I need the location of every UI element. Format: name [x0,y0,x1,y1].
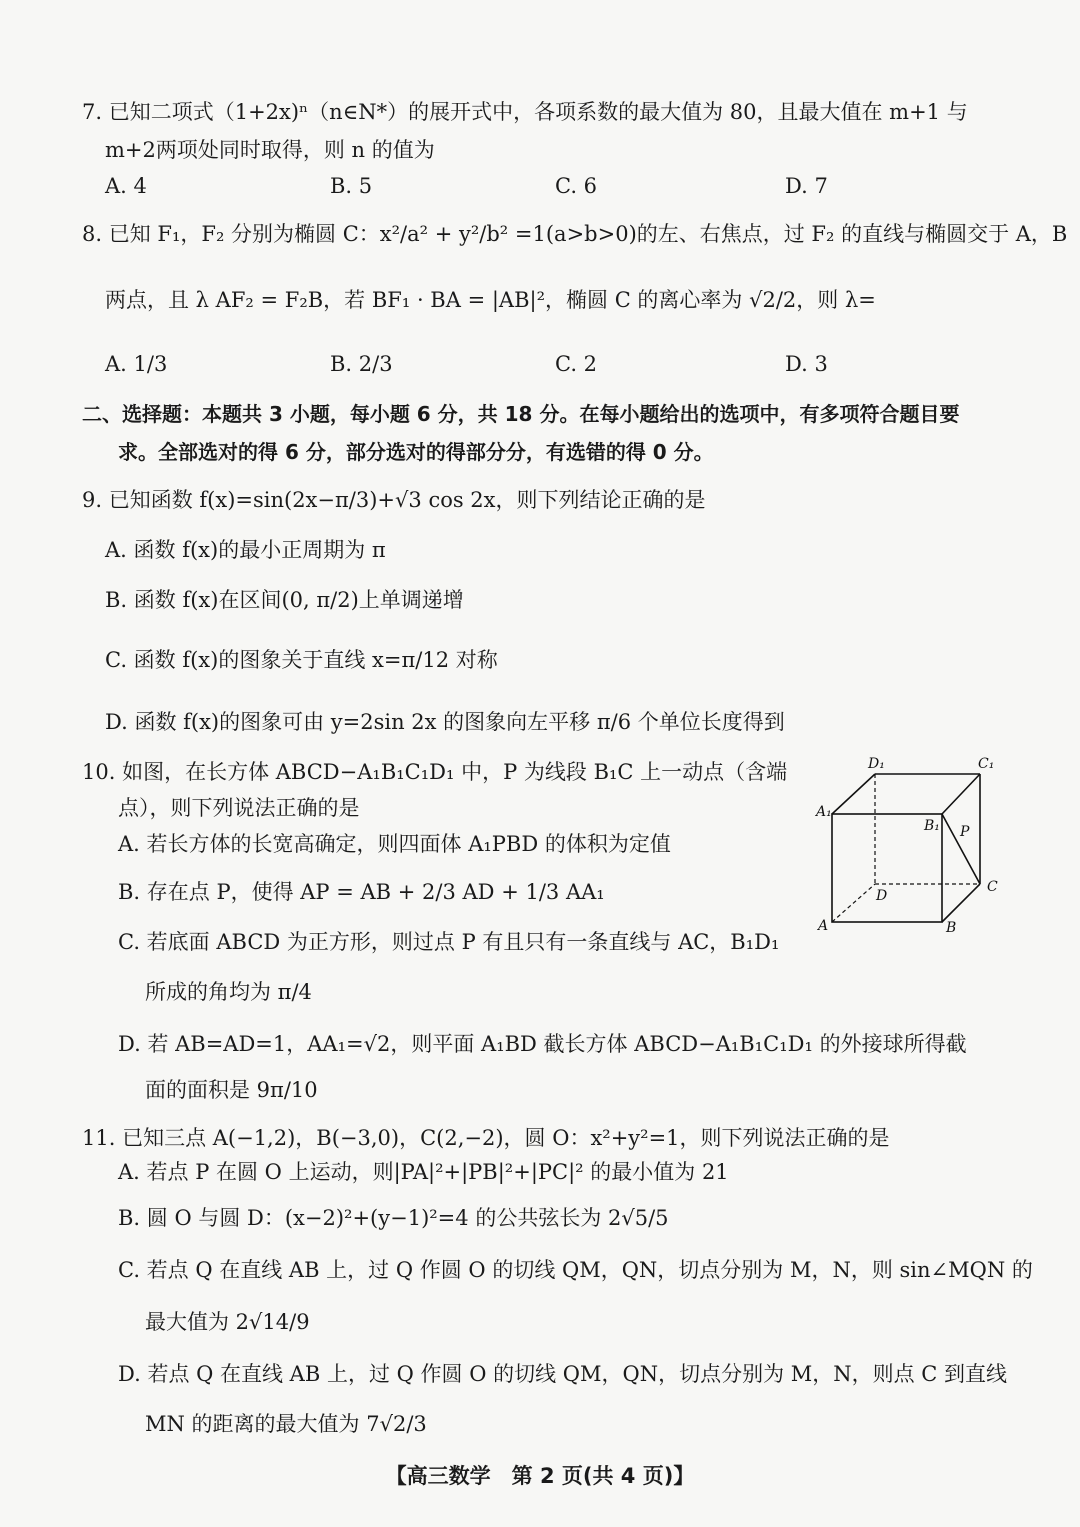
page-footer: 【高三数学 第 2 页(共 4 页)】 [385,1464,695,1488]
q11-option-c-line2: 最大值为 2√14/9 [145,1310,310,1334]
q7-stem-line1: 7. 已知二项式（1+2x)ⁿ（n∈N*）的展开式中，各项系数的最大值为 80，且最大值在 m+1 与 [82,100,968,124]
q10-option-c-line2: 所成的角均为 π/4 [145,980,312,1004]
q11-option-c-line1: C. 若点 Q 在直线 AB 上，过 Q 作圆 O 的切线 QM，QN，切点分别为 M，N，则 sin∠MQN 的 [118,1258,1033,1282]
label-d1: D₁ [868,756,885,772]
q8-option-c: C. 2 [555,352,598,376]
section2-heading-line1: 二、选择题：本题共 3 小题，每小题 6 分，共 18 分。在每小题给出的选项中，有多项符合题目要 [82,402,960,426]
q8-stem-line1: 8. 已知 F₁，F₂ 分别为椭圆 C：x²/a² + y²/b² =1(a>b>0)的左、右焦点，过 F₂ 的直线与椭圆交于 A，B [82,222,1068,246]
q9-option-b: B. 函数 f(x)在区间(0, π/2)上单调递增 [105,588,464,612]
label-a: A [818,918,829,934]
q10-option-d-line1: D. 若 AB=AD=1，AA₁=√2，则平面 A₁BD 截长方体 ABCD−A₁B₁C₁D₁ 的外接球所得截 [118,1032,967,1056]
q10-stem-line2: 点），则下列说法正确的是 [118,796,360,820]
label-d: D [876,888,888,904]
q11-option-a: A. 若点 P 在圆 O 上运动，则|PA|²+|PB|²+|PC|² 的最小值为 21 [118,1160,729,1184]
label-a1: A₁ [816,804,832,820]
q7-option-b: B. 5 [330,174,373,198]
edge-b1-c1 [942,774,980,814]
q9-stem: 9. 已知函数 f(x)=sin(2x−π/3)+√3 cos 2x，则下列结论正确的是 [82,488,706,512]
q7-option-c: C. 6 [555,174,598,198]
q7-option-d: D. 7 [785,174,828,198]
q9-option-d: D. 函数 f(x)的图象可由 y=2sin 2x 的图象向左平移 π/6 个单位长度得到 [105,710,785,734]
section2-heading-line2: 求。全部选对的得 6 分，部分选对的得部分分，有选错的得 0 分。 [118,440,714,464]
q8-option-d: D. 3 [785,352,828,376]
q8-option-a: A. 1/3 [105,352,168,376]
cuboid-figure [810,752,1010,942]
q10-option-b: B. 存在点 P，使得 AP = AB + 2/3 AD + 1/3 AA₁ [118,880,605,904]
label-b: B [946,920,957,936]
q11-option-d-line2: MN 的距离的最大值为 7√2/3 [145,1412,427,1436]
q10-option-d-line2: 面的面积是 9π/10 [145,1078,318,1102]
label-c: C [987,879,998,895]
label-b1: B₁ [924,818,940,834]
q9-option-c: C. 函数 f(x)的图象关于直线 x=π/12 对称 [105,648,498,672]
edge-a1-d1 [832,774,875,814]
q8-stem-line2: 两点，且 λ AF₂ = F₂B，若 BF₁ · BA = |AB|²，椭圆 C 的离心率为 √2/2，则 λ= [105,288,876,312]
label-p: P [960,824,970,840]
edge-b-c [942,884,980,922]
q11-stem: 11. 已知三点 A(−1,2)，B(−3,0)，C(2,−2)，圆 O：x²+y²=1，则下列说法正确的是 [82,1126,890,1150]
edge-a-d [832,884,875,922]
q11-option-d-line1: D. 若点 Q 在直线 AB 上，过 Q 作圆 O 的切线 QM，QN，切点分别为 M，N，则点 C 到直线 [118,1362,1008,1386]
q11-option-b: B. 圆 O 与圆 D：(x−2)²+(y−1)²=4 的公共弦长为 2√5/5 [118,1206,669,1230]
q10-stem-line1: 10. 如图，在长方体 ABCD−A₁B₁C₁D₁ 中，P 为线段 B₁C 上一动点（含端 [82,760,788,784]
q10-option-a: A. 若长方体的长宽高确定，则四面体 A₁PBD 的体积为定值 [118,832,671,856]
q8-option-b: B. 2/3 [330,352,393,376]
q9-option-a: A. 函数 f(x)的最小正周期为 π [105,538,386,562]
q10-option-c-line1: C. 若底面 ABCD 为正方形，则过点 P 有且只有一条直线与 AC，B₁D₁ [118,930,780,954]
label-c1: C₁ [978,756,995,772]
q7-option-a: A. 4 [105,174,147,198]
q7-stem-line2: m+2两项处同时取得，则 n 的值为 [105,138,435,162]
